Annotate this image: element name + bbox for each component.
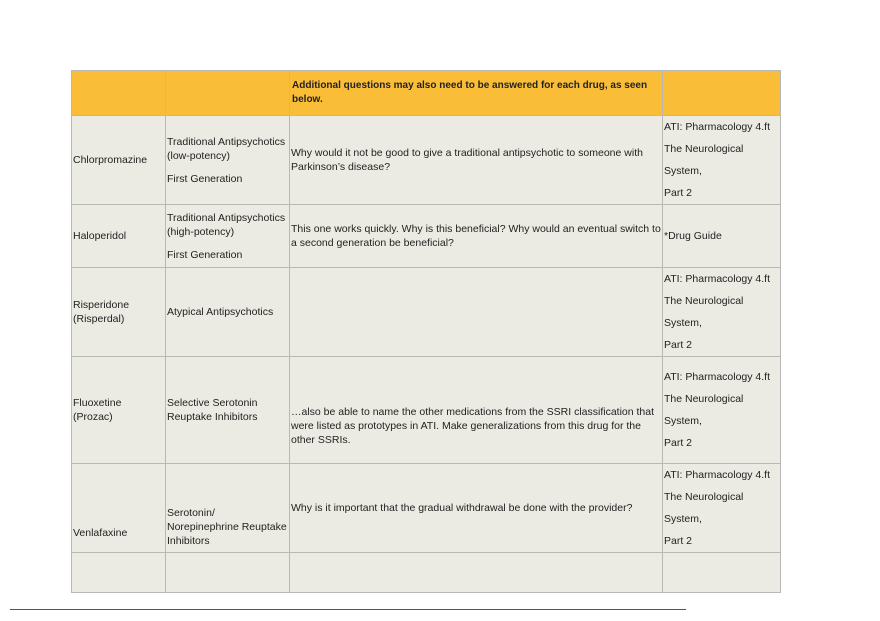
header-cell-ref (663, 71, 781, 116)
drug-references (663, 116, 781, 205)
drug-class-label: Traditional Antipsychotics (low-potency) (167, 135, 286, 162)
reference-line: The Neurological System, (664, 393, 744, 427)
empty-cell (290, 553, 663, 593)
header-questions-note: Additional questions may also need to be answered for each drug, as seen below. (290, 71, 663, 116)
drug-class-label: Atypical Antipsychotics (167, 306, 274, 318)
reference-line: *Drug Guide (664, 230, 722, 242)
drug-references (663, 205, 781, 268)
drug-references (663, 268, 781, 357)
drug-generation: First Generation (167, 248, 243, 261)
table-row (72, 357, 781, 464)
reference-line: ATI: Pharmacology 4.ft (664, 121, 771, 133)
drug-class-label: Traditional Antipsychotics (high-potency) (167, 211, 286, 238)
reference-line: Part 2 (664, 535, 693, 547)
drug-question: This one works quickly. Why is this beneficial? Why would an eventual switch to a second generation be beneficial? (290, 205, 663, 268)
table-row-empty (72, 553, 781, 593)
drug-question: Why is it important that the gradual withdrawal be done with the provider? (290, 464, 663, 553)
drug-name: Fluoxetine (Prozac) (72, 357, 166, 464)
header-cell-class (166, 71, 290, 116)
drug-name: Haloperidol (72, 205, 166, 268)
reference-line: ATI: Pharmacology 4.ft (664, 371, 771, 383)
drug-name: Venlafaxine (72, 464, 166, 553)
drug-class (166, 357, 290, 464)
drug-class (166, 268, 290, 357)
drug-generation: First Generation (167, 172, 243, 185)
drug-class (166, 116, 290, 205)
reference-line: Part 2 (664, 437, 693, 449)
drug-question: …also be able to name the other medications from the SSRI classification that were listed as prototypes in ATI. Make generalizations from this drug for the other SSRIs. (290, 357, 663, 464)
table-row (72, 116, 781, 205)
drug-name: Risperidone (Risperdal) (72, 268, 166, 357)
table-row (72, 464, 781, 553)
drug-references (663, 357, 781, 464)
reference-line: The Neurological System, (664, 295, 744, 329)
drug-class (166, 205, 290, 268)
reference-line: The Neurological System, (664, 491, 744, 525)
table-row (72, 205, 781, 268)
drug-class-label: Serotonin/ Norepinephrine Reuptake Inhibitors (167, 507, 287, 547)
drug-table (71, 70, 781, 593)
reference-line: ATI: Pharmacology 4.ft (664, 469, 771, 481)
empty-cell (72, 553, 166, 593)
header-row (72, 71, 781, 116)
empty-cell (166, 553, 290, 593)
drug-references (663, 464, 781, 553)
drug-class-label: Selective Serotonin Reuptake Inhibitors (167, 397, 258, 423)
reference-line: The Neurological System, (664, 143, 744, 177)
drug-name: Chlorpromazine (72, 116, 166, 205)
table-row (72, 268, 781, 357)
drug-question (290, 268, 663, 357)
page-divider (10, 609, 686, 610)
reference-line: Part 2 (664, 339, 693, 351)
drug-class (166, 464, 290, 553)
header-cell-drug (72, 71, 166, 116)
drug-question: Why would it not be good to give a traditional antipsychotic to someone with Parkinson’s disease? (290, 116, 663, 205)
reference-line: Part 2 (664, 187, 693, 199)
reference-line: ATI: Pharmacology 4.ft (664, 273, 771, 285)
empty-cell (663, 553, 781, 593)
